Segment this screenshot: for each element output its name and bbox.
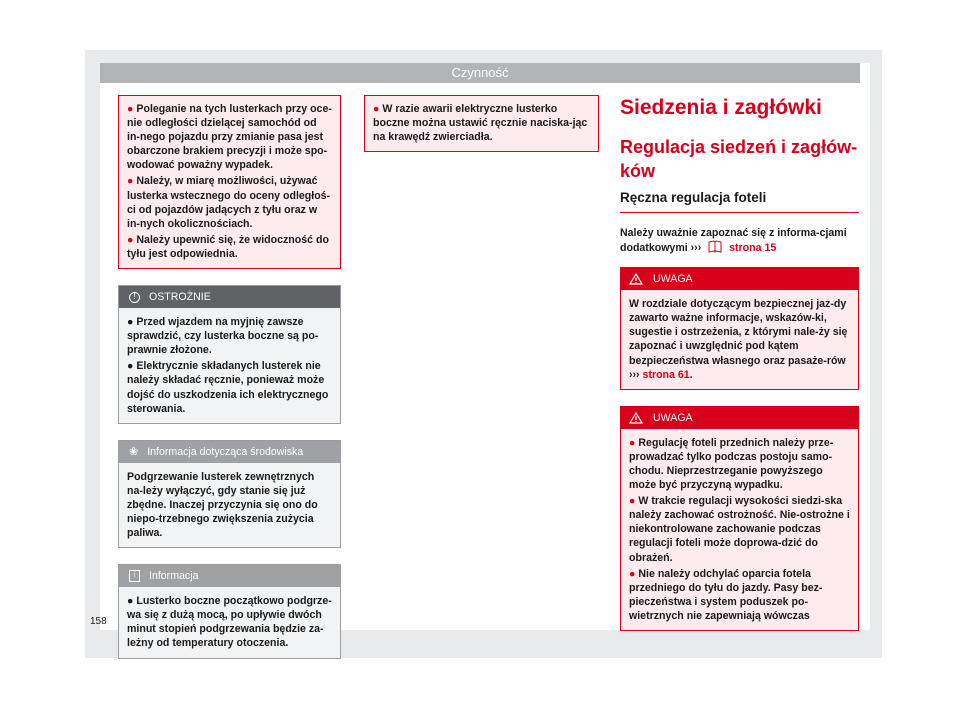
- warning-box: [620, 267, 859, 390]
- warning-triangle-icon: [629, 412, 643, 424]
- warning-box: [620, 406, 859, 631]
- list-item: ● Regulację foteli przednich należy prze-prowadzać tylko podczas postoju samo-chodu. Nieprzestrzeganie powyższego może być przyczyną wypadku.: [629, 436, 834, 492]
- list-item: ● Przed wjazdem na myjnię zawsze sprawdzić, czy lusterka boczne są po-prawnie złożone.: [127, 316, 319, 357]
- environment-body: Podgrzewanie lusterek zewnętrznych na-leży wyłączyć, gdy stanie się już zbędne. Inaczej przyczynia się ono do niepo-trzebnego zwiększenia zużycia paliwa.: [127, 470, 318, 540]
- warning-continued-box: [364, 95, 599, 152]
- column-3: [620, 95, 859, 631]
- list-item: ● Poleganie na tych lusterkach przy oce-nie odległości dzielącej samochód od in-nego pojazdu przy zmianie pasa jest obarczone brakiem precyzji i może spo-wodować poważny wypadek.: [127, 103, 332, 172]
- warning-header: UWAGA: [621, 268, 858, 290]
- caution-body: [119, 308, 340, 423]
- page-number: 158: [90, 616, 107, 627]
- section-title: Regulacja siedzeń i zagłów-ków: [620, 137, 858, 181]
- list-item: ● Należy upewnić się, że widoczność do tyłu jest odpowiednia.: [127, 233, 329, 260]
- leaf-icon: ❀: [129, 445, 139, 458]
- environment-box: [118, 440, 341, 548]
- warning-continued-box: [118, 95, 341, 269]
- info-icon: i: [129, 570, 140, 582]
- bullet-icon: ●: [629, 436, 636, 449]
- bullet-icon: ●: [127, 233, 134, 246]
- column-2: [364, 95, 599, 152]
- caution-header: ! OSTROŻNIE: [119, 286, 340, 308]
- list-item: ● Należy, w miarę możliwości, używać lusterka wstecznego do oceny odległoś-ci od pojazdów jadących z tyłu oraz w in-nych okolicznościach.: [127, 175, 331, 230]
- info-header: i Informacja: [119, 565, 340, 587]
- intro-text: Należy uważnie zapoznać się z informa-cjami dodatkowymi ››› strona 15: [620, 227, 847, 255]
- subsection-title: Ręczna regulacja foteli: [620, 189, 859, 213]
- list-item: ● Nie należy odchylać oparcia fotela przedniego do tyłu do jazdy. Pasy bez-pieczeństwa i system poduszek po-wietrznych nie zapewniają wówczas: [629, 567, 823, 622]
- bullet-icon: ●: [127, 103, 134, 115]
- page-link[interactable]: strona 15: [729, 242, 777, 255]
- warning-body: W rozdziale dotyczącym bezpiecznej jaz-dy zawarto ważne informacje, wskazów-ki, sugestie i ostrzeżenia, z którymi nale-ży się zapoznać i uwzględnić pod kątem bezpieczeństwa własnego oraz pasaże-rów ››› strona 61.: [629, 298, 848, 381]
- list-item: ● W razie awarii elektryczne lusterko boczne można ustawić ręcznie naciska-jąc na krawędź zwierciadła.: [373, 103, 588, 144]
- info-box: [118, 564, 341, 658]
- warning-triangle-icon: [629, 273, 643, 285]
- bullet-icon: ●: [629, 567, 636, 580]
- column-1: [118, 95, 341, 659]
- page-link[interactable]: strona 61: [642, 368, 690, 381]
- list-item: ● W trakcie regulacji wysokości siedzi-ska należy zachować ostrożność. Nie-ostrożne i niekontrolowane zachowanie podczas regulacji foteli może doprowa-dzić do obrażeń.: [629, 495, 850, 564]
- book-icon: [708, 240, 722, 253]
- environment-header: ❀ Informacja dotycząca środowiska: [119, 441, 340, 463]
- warning-body: [621, 429, 858, 630]
- bullet-icon: ●: [373, 103, 380, 115]
- bullet-icon: ●: [629, 495, 636, 508]
- section-header: Czynność: [100, 63, 860, 83]
- info-body: [119, 587, 340, 657]
- chapter-title: Siedzenia i zagłówki: [620, 96, 822, 119]
- caution-circle-icon: !: [129, 292, 140, 303]
- caution-box: [118, 285, 341, 424]
- bullet-icon: ●: [127, 175, 134, 188]
- warning-header: UWAGA: [621, 407, 858, 429]
- list-item: ● Elektrycznie składanych lusterek nie należy składać ręcznie, ponieważ może dojść do uszkodzenia ich elektrycznego sterowania.: [127, 360, 329, 415]
- list-item: ● Lusterko boczne początkowo podgrze-wa się z dużą mocą, po upływie dwóch minut stopień podgrzewania będzie za-leżny od temperatury otoczenia.: [127, 595, 332, 650]
